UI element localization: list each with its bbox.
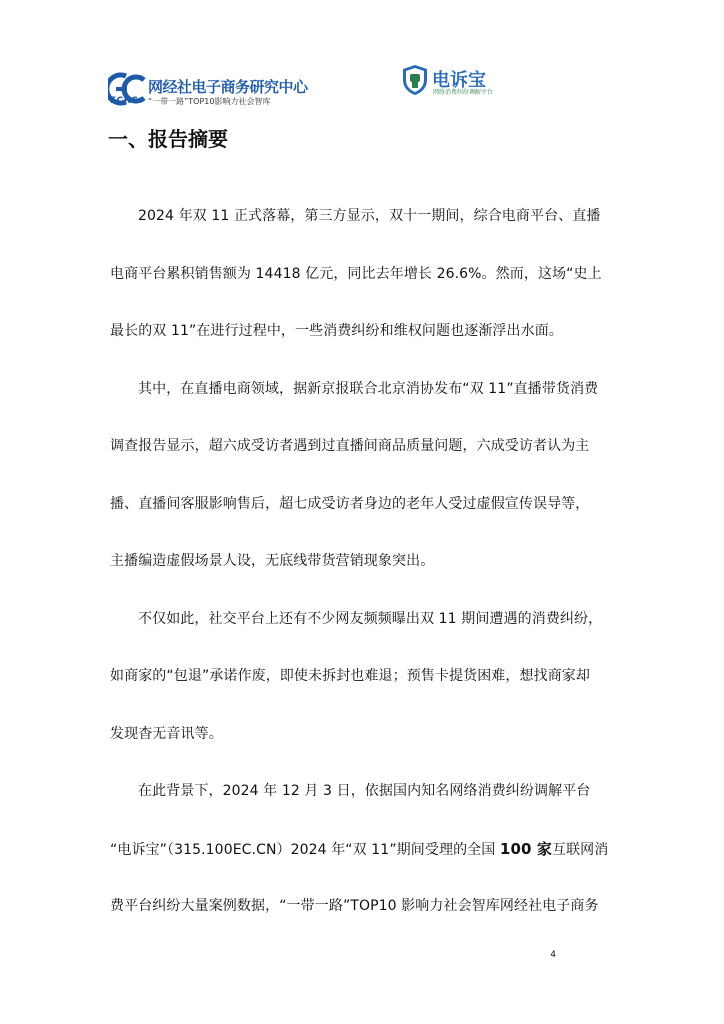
paragraph-line: 播、直播间客服影响售后，超七成受访者身边的老年人受过虚假宣传误导等， bbox=[110, 495, 590, 512]
paragraph-line: 主播编造虚假场景人设，无底线带货营销现象突出。 bbox=[110, 553, 435, 569]
ecrc-abbreviation: ECRC bbox=[110, 96, 139, 106]
paragraph-line bbox=[110, 830, 620, 888]
paragraph-line: 发现杳无音讯等。 bbox=[110, 725, 223, 742]
shield-fist-icon bbox=[402, 64, 428, 96]
paragraph-line: 调查报告显示，超六成受访者遇到过直播间商品质量问题，六成受访者认为主 bbox=[110, 438, 590, 454]
paragraph-line: 其中，在直播电商领域，据新京报联合北京消协发布“双 11”直播带货消费 bbox=[138, 380, 599, 397]
report-body bbox=[110, 197, 620, 945]
ecrc-organization-name: 网经社电子商务研究中心 bbox=[148, 78, 308, 96]
line-segment: “电诉宝”（315.100EC.CN）2024 年“双 11”期间受理的全国 bbox=[110, 841, 500, 858]
paragraph-line: 不仅如此，社交平台上还有不少网友频频曝出双 11 期间遭遇的消费纠纷， bbox=[138, 610, 603, 627]
dsb-platform-name: 电诉宝 bbox=[432, 70, 486, 91]
section-title: 一、报告摘要 bbox=[108, 127, 228, 151]
page-number: 4 bbox=[550, 950, 556, 960]
paragraph-line: 如商家的“包退”承诺作废，即使未拆封也难退；预售卡提货困难，想找商家却 bbox=[110, 668, 591, 684]
line-segment: 互联网消 bbox=[551, 841, 609, 858]
paragraph-line: 费平台纠纷大量案例数据，“一带一路”TOP10 影响力社会智库网经社电子商务 bbox=[110, 898, 599, 914]
ecrc-tagline: “一带一路”TOP10影响力社会智库 bbox=[148, 97, 271, 106]
paragraph-line: 2024 年双 11 正式落幕，第三方显示，双十一期间，综合电商平台、直播 bbox=[138, 208, 601, 224]
page-header bbox=[0, 0, 724, 118]
emphasis-count: 100 家 bbox=[499, 839, 552, 858]
dsb-tagline: 网络消费纠纷调解平台 bbox=[433, 89, 494, 96]
paragraph-line: 最长的双 11”在进行过程中，一些消费纠纷和维权问题也逐渐浮出水面。 bbox=[110, 323, 563, 339]
paragraph-line: 在此背景下，2024 年 12 月 3 日，依据国内知名网络消费纠纷调解平台 bbox=[138, 783, 591, 799]
paragraph-line: 电商平台累积销售额为 14418 亿元，同比去年增长 26.6%。然而，这场“史上 bbox=[110, 265, 602, 282]
